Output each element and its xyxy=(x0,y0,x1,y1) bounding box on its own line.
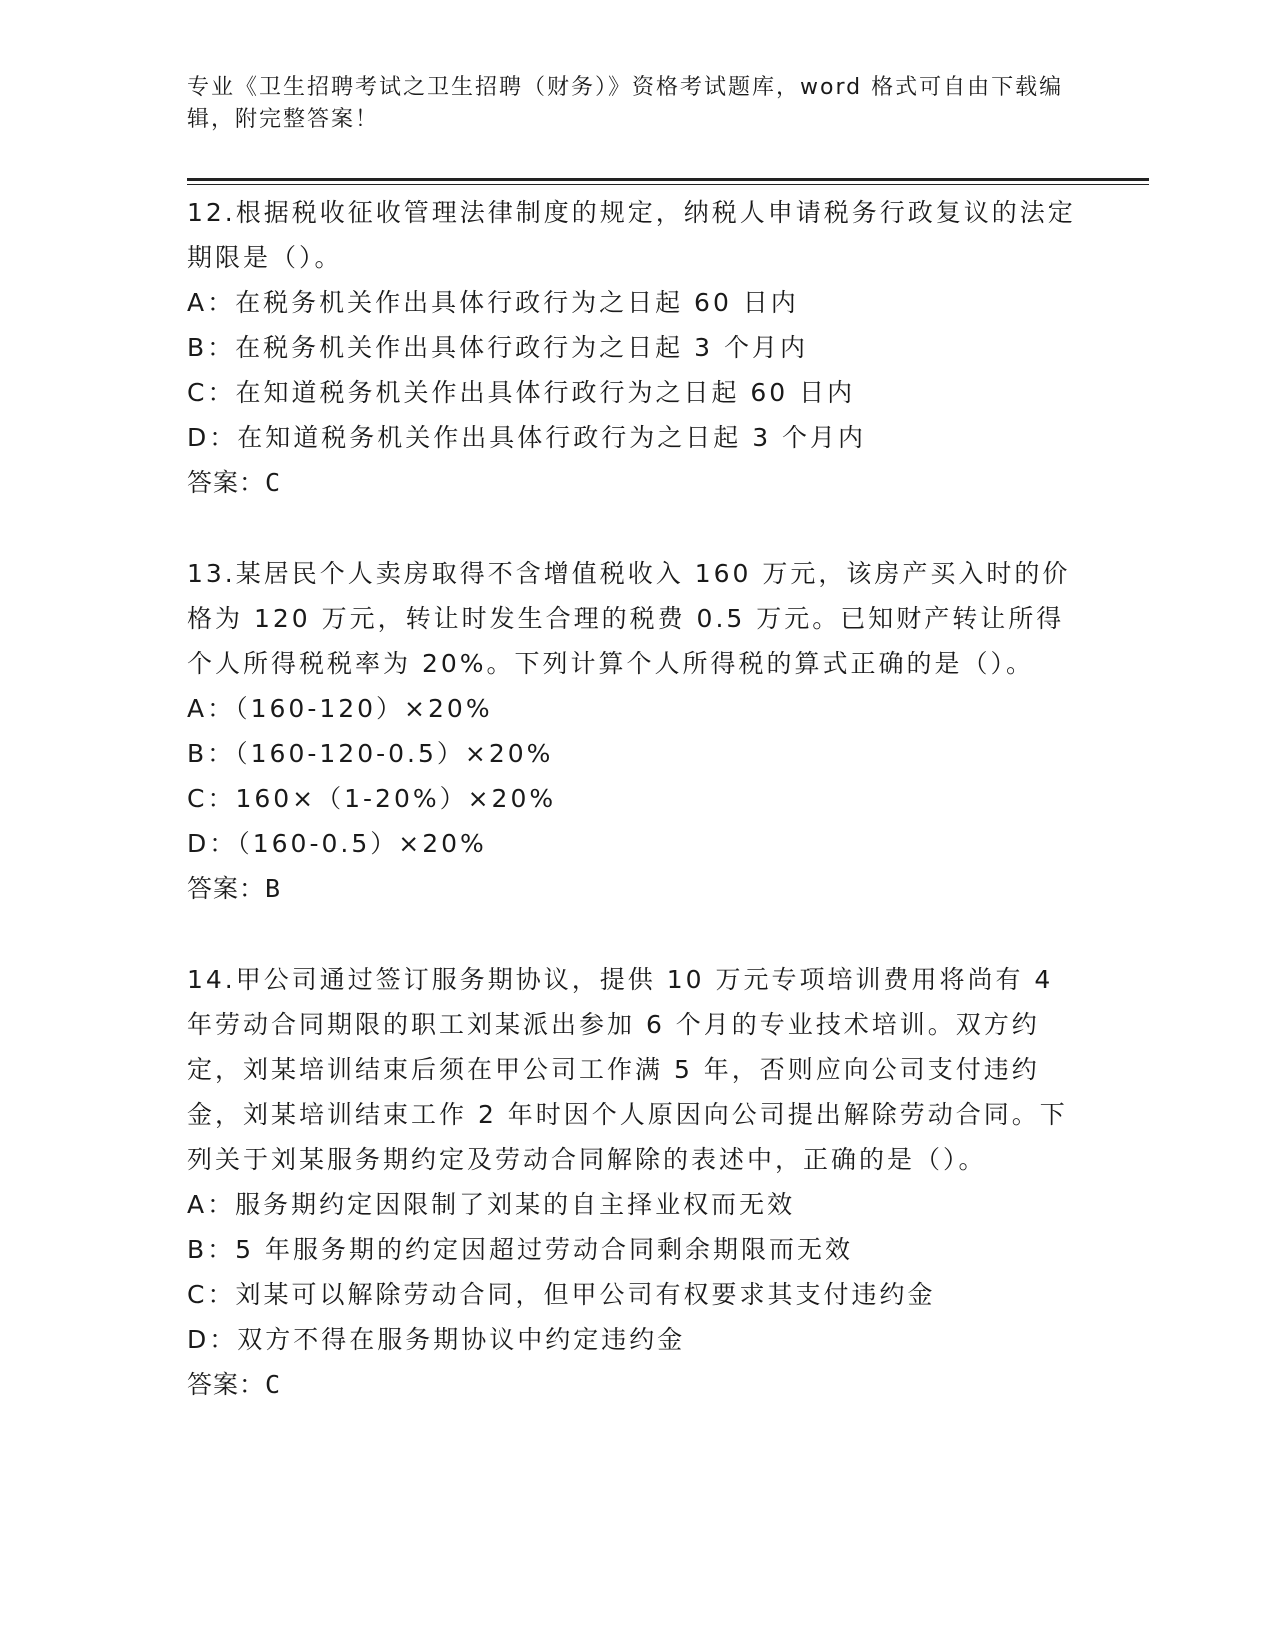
option-a: A：服务期约定因限制了刘某的自主择业权而无效 xyxy=(187,1190,796,1219)
answer-label: 答案：B xyxy=(187,874,282,903)
option-b: B：（160-120-0.5）×20% xyxy=(187,739,554,768)
option-c: C：在知道税务机关作出具体行政行为之日起 60 日内 xyxy=(187,378,856,407)
option-d: D：在知道税务机关作出具体行政行为之日起 3 个月内 xyxy=(187,423,867,452)
header-divider-thick xyxy=(187,178,1149,181)
question-12 xyxy=(187,190,1077,505)
option-b: B：在税务机关作出具体行政行为之日起 3 个月内 xyxy=(187,333,808,362)
option-c: C：160×（1-20%）×20% xyxy=(187,784,557,813)
question-14 xyxy=(187,957,1077,1407)
question-stem: 12.根据税收征收管理法律制度的规定，纳税人申请税务行政复议的法定期限是（）。 xyxy=(187,198,1076,272)
answer-label: 答案：C xyxy=(187,1370,282,1399)
document-header: 专业《卫生招聘考试之卫生招聘（财务）》资格考试题库，word 格式可自由下载编辑，附完整答案！ xyxy=(187,75,1064,132)
question-stem: 13.某居民个人卖房取得不含增值税收入 160 万元，该房产买入时的价格为 120 万元，转让时发生合理的税费 0.5 万元。已知财产转让所得个人所得税税率为 20%。下列计算个人所得税的算式正确的是（）。 xyxy=(187,559,1071,678)
answer-label: 答案：C xyxy=(187,468,282,497)
question-stem: 14.甲公司通过签订服务期协议，提供 10 万元专项培训费用将尚有 4 年劳动合同期限的职工刘某派出参加 6 个月的专业技术培训。双方约定，刘某培训结束后须在甲公司工作满 5 年，否则应向公司支付违约金，刘某培训结束工作 2 年时因个人原因向公司提出解除劳动合同。下列关于刘某服务期约定及劳动合同解除的表述中，正确的是（）。 xyxy=(187,965,1068,1174)
question-13 xyxy=(187,551,1077,911)
option-d: D：双方不得在服务期协议中约定违约金 xyxy=(187,1325,686,1354)
option-c: C：刘某可以解除劳动合同，但甲公司有权要求其支付违约金 xyxy=(187,1280,936,1309)
option-b: B：5 年服务期的约定因超过劳动合同剩余期限而无效 xyxy=(187,1235,854,1264)
option-d: D：（160-0.5）×20% xyxy=(187,829,487,858)
option-a: A：在税务机关作出具体行政行为之日起 60 日内 xyxy=(187,288,799,317)
question-list xyxy=(187,190,1077,1453)
option-a: A：（160-120）×20% xyxy=(187,694,493,723)
header-divider-thin xyxy=(187,184,1149,185)
